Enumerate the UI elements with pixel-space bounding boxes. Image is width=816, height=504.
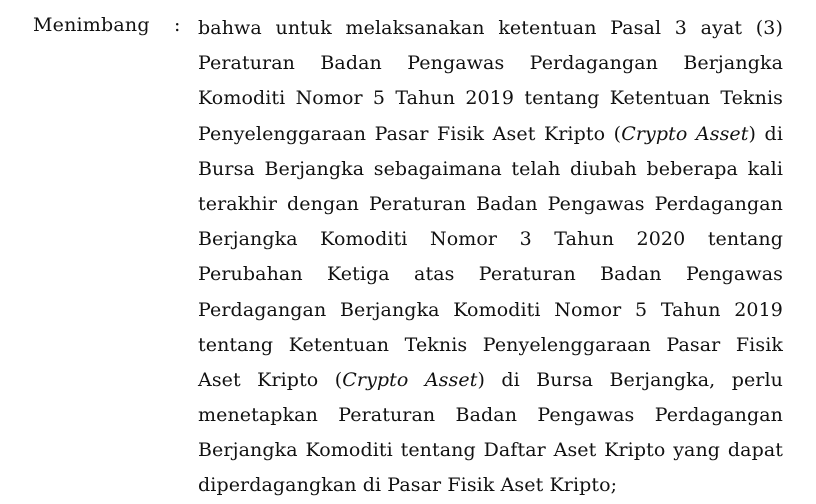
clause-line: bahwa untuk melaksanakan ketentuan Pasal 3 ayat (3)	[198, 17, 783, 39]
clause-line	[198, 363, 783, 398]
italic-term: Crypto Asset	[342, 368, 478, 391]
italic-term: Crypto Asset	[621, 122, 749, 145]
clause-line: Peraturan Badan Pengawas Perdagangan Berjangka	[198, 52, 783, 75]
clause-line: tentang Ketentuan Teknis Penyelenggaraan Pasar Fisik	[198, 333, 783, 356]
line-text: Penyelenggaraan Pasar Fisik Aset Kripto (	[198, 122, 622, 145]
clause-line: menetapkan Peraturan Badan Pengawas Perdagangan	[198, 404, 783, 427]
clause-label: Menimbang	[33, 14, 150, 36]
line-text: ) di Bursa Berjangka, perlu	[477, 368, 783, 391]
clause-line: Perubahan Ketiga atas Peraturan Badan Pengawas	[198, 263, 783, 286]
line-text: ) di	[748, 122, 783, 145]
clause-line: Bursa Berjangka sebagaimana telah diubah beberapa kali	[198, 157, 783, 180]
clause-line: diperdagangkan di Pasar Fisik Aset Kripto;	[198, 474, 618, 497]
clause-line: Berjangka Komoditi tentang Daftar Aset Kripto yang dapat	[198, 439, 783, 462]
clause-line: Perdagangan Berjangka Komoditi Nomor 5 Tahun 2019	[198, 298, 783, 321]
clause-body	[198, 11, 783, 504]
clause-line: Komoditi Nomor 5 Tahun 2019 tentang Ketentuan Teknis	[198, 87, 783, 110]
clause-line: terakhir dengan Peraturan Badan Pengawas Perdagangan	[198, 192, 783, 215]
clause-separator: :	[174, 14, 181, 36]
clause-line: Berjangka Komoditi Nomor 3 Tahun 2020 tentang	[198, 228, 783, 251]
line-text: Aset Kripto (	[198, 368, 343, 391]
clause-line	[198, 117, 783, 152]
